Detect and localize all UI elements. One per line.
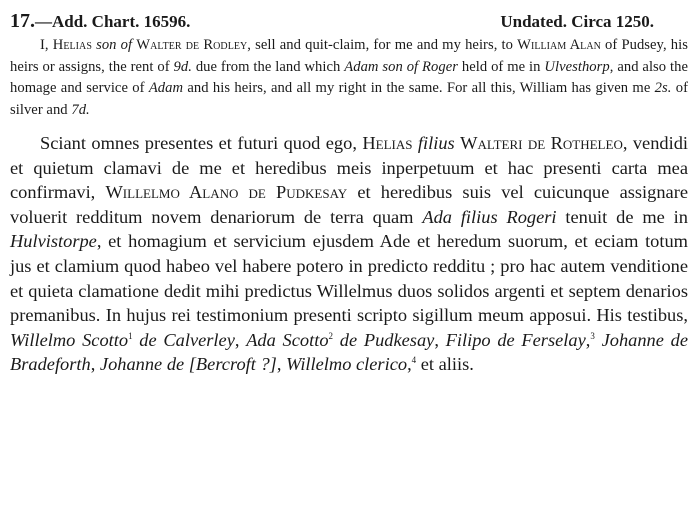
person-name: Willelmo Alano de Pudkesay bbox=[105, 182, 348, 203]
charter-heading bbox=[10, 10, 190, 33]
text: , bbox=[585, 329, 591, 350]
witness-name: Johanne de Bradeforth bbox=[10, 329, 688, 375]
text: , bbox=[276, 354, 287, 375]
text: held of me in bbox=[457, 58, 545, 75]
text: , sell and quit-claim, for me and my heirs, to bbox=[247, 37, 518, 53]
amount: 2s. bbox=[654, 80, 672, 96]
charter-date: Undated. Circa 1250. bbox=[500, 12, 654, 31]
amount: 9d. bbox=[173, 58, 192, 75]
text: , vendidi et quietum clamavi de me et heredibus meis inperpetuum et hac presenti carta mea confirmavi, bbox=[10, 133, 688, 203]
text: due from the land which bbox=[191, 58, 345, 75]
text: Sciant omnes presentes et futuri quod ego, bbox=[40, 133, 363, 153]
footnote-marker: 3 bbox=[590, 330, 595, 341]
text: I, bbox=[40, 37, 53, 53]
charter-header bbox=[10, 10, 688, 33]
text: et heredibus suis vel cuicunque assignare voluerit redditum novem denariorum de terra quam bbox=[10, 182, 688, 227]
text: tenuit de me in bbox=[556, 206, 688, 227]
text: et aliis. bbox=[416, 354, 474, 375]
text: , bbox=[407, 354, 412, 375]
witness-name: de Calverley bbox=[132, 329, 235, 350]
text: , et homagium et servicium ejusdem Ade et heredum suorum, et eciam totum jus et clamium quod habeo vel habere potero in predicto redditu ; pro hac autem venditione et quieta clamatione dedit mihi predictus Willelmus duos solidos argenti et septem denarios premanibus. In hujus rei testimonium presenti scripto sigillum meum apposui. His testibus, bbox=[10, 231, 688, 326]
latin-text bbox=[10, 131, 688, 377]
witness-name: Filipo de Ferselay bbox=[445, 329, 586, 350]
person-name: Helias bbox=[362, 133, 413, 153]
person-name: Adam bbox=[148, 80, 184, 96]
witness-name: Willelmo Scotto bbox=[10, 329, 129, 350]
english-summary bbox=[10, 35, 688, 121]
footnote-marker: 4 bbox=[411, 355, 417, 366]
person-name: Adam son of Roger bbox=[344, 58, 458, 75]
text: and his heirs, and all my right in the same. For all this, William has given me bbox=[183, 80, 655, 96]
witness-name: Willelmo clerico bbox=[286, 354, 408, 375]
witness-name: Johanne de [Bercroft ?] bbox=[99, 354, 277, 375]
text: of Pudsey, his heirs or assigns, the rent of bbox=[10, 37, 688, 75]
footnote-marker: 2 bbox=[328, 330, 334, 341]
charter-reference: —Add. Chart. 16596. bbox=[35, 12, 191, 31]
person-name: Ada filius Rogeri bbox=[422, 206, 557, 227]
place-name: Hulvistorpe bbox=[10, 231, 97, 252]
witness-name: de Pudkesay bbox=[333, 329, 435, 350]
person-name: Walteri de Rotheleo bbox=[460, 133, 623, 153]
text: son of bbox=[91, 37, 137, 53]
person-name: Helias bbox=[52, 37, 92, 53]
place-name: Ulvesthorp bbox=[544, 58, 610, 75]
text: , bbox=[234, 329, 247, 350]
person-name: William Alan bbox=[517, 37, 601, 53]
footnote-marker: 1 bbox=[128, 330, 133, 341]
text: filius bbox=[417, 133, 455, 153]
text: , bbox=[90, 354, 100, 375]
witness-name: Ada Scotto bbox=[246, 329, 329, 350]
text: , and also the homage and service of bbox=[10, 58, 688, 96]
text: , bbox=[434, 329, 446, 350]
text: of silver and bbox=[10, 80, 688, 118]
text bbox=[595, 330, 602, 350]
charter-number: 17. bbox=[10, 10, 35, 32]
person-name: Walter de Rodley bbox=[136, 37, 248, 53]
amount: 7d. bbox=[71, 101, 90, 118]
